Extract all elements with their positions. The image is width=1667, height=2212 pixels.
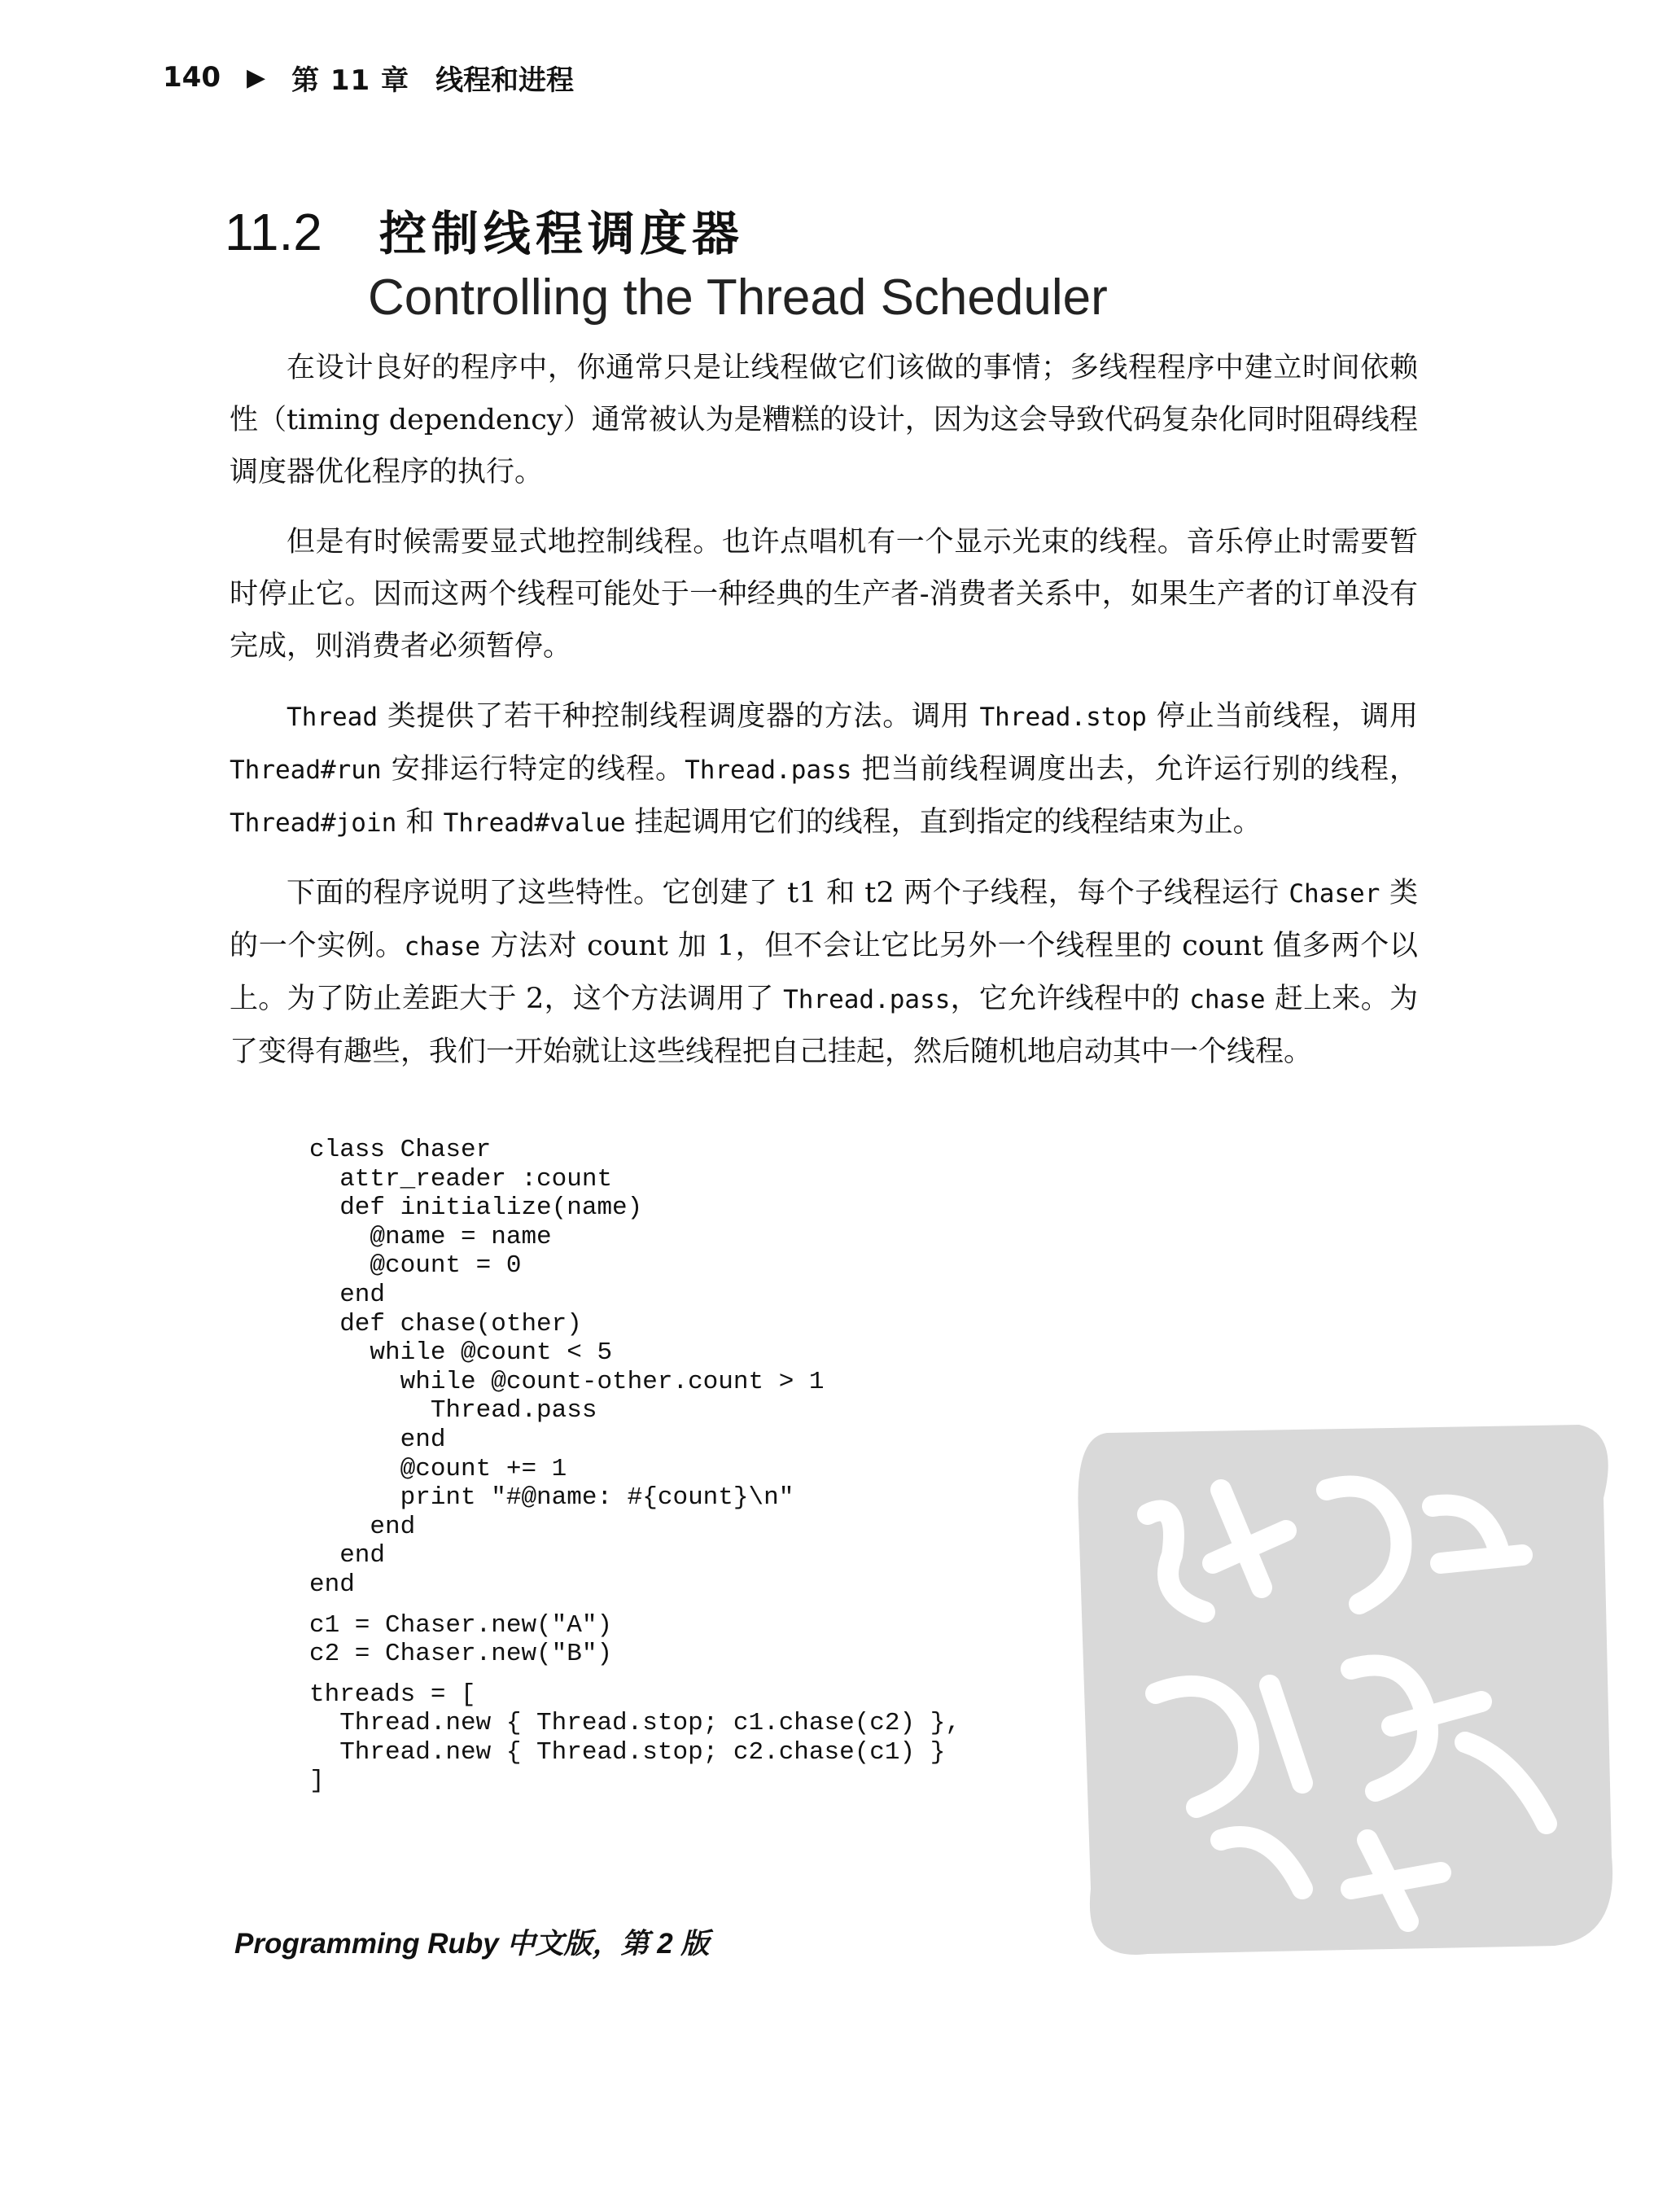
paragraph-text: 安排运行特定的线程。	[381, 753, 685, 786]
inline-code: Thread#join	[230, 808, 397, 838]
code-class-chaser: class Chaser attr_reader :count def initialize(name) @name = name @count = 0 end def chase(other) while @count < 5 while @count-other.count > 1 Thread.pass end @count += 1 print "#@name: #{count}\n" end end end	[309, 1136, 825, 1599]
paragraph-text: 把当前线程调度出去，允许运行别的线程，	[851, 753, 1418, 786]
paragraph-text: ，它允许线程中的	[950, 983, 1190, 1015]
paragraph-text: 赶上来。为了变得有趣些，我们一开始就让这些线程把自己挂起，然后随机地启动其中一个线程。	[230, 983, 1418, 1068]
section-title-chinese: 控制线程调度器	[378, 206, 744, 261]
inline-code: Thread.pass	[685, 756, 852, 785]
inline-code: chase	[404, 932, 480, 961]
paragraph-text: 和	[396, 806, 444, 839]
section-heading	[225, 195, 1108, 326]
paragraph-timing: 在设计良好的程序中，你通常只是让线程做它们该做的事情；多线程程序中建立时间依赖性（timing dependency）通常被认为是糟糕的设计，因为这会导致代码复杂化同时阻碍线程调度器优化程序的执行。	[230, 352, 1418, 488]
running-header	[163, 57, 574, 98]
page-number: 140	[163, 61, 221, 94]
inline-code: Thread.stop	[979, 703, 1147, 732]
inline-code: Thread	[287, 703, 378, 732]
inline-code: Thread.pass	[783, 985, 951, 1014]
code-threads-array: threads = [ Thread.new { Thread.stop; c1.chase(c2) }, Thread.new { Thread.stop; c2.chase(c1) } ]	[309, 1680, 960, 1796]
paragraph-chaser-example	[230, 867, 1418, 1078]
paragraph-text: 类提供了若干种控制线程调度器的方法。调用	[377, 700, 980, 733]
footer-book-title: Programming Ruby 中文版，第 2 版	[234, 1928, 710, 1960]
chapter-title: 线程和进程	[435, 64, 575, 97]
paragraph-jukebox: 但是有时候需要显式地控制线程。也许点唱机有一个显示光束的线程。音乐停止时需要暂时停止它。因而这两个线程可能处于一种经典的生产者-消费者关系中，如果生产者的订单没有完成，则消费者必须暂停。	[230, 526, 1418, 663]
body-text	[230, 342, 1418, 1096]
chapter-arrow-icon: ▶	[246, 63, 266, 92]
paragraph-text: 方法对 count 加 1，但不会让它比另外一个线程里的 count 值多两个以上。为了防止差距大于 2，这个方法调用了	[230, 930, 1418, 1015]
paragraph-text: 下面的程序说明了这些特性。它创建了 t1 和 t2 两个子线程，每个子线程运行	[287, 877, 1289, 909]
inline-code: Thread#value	[443, 808, 626, 838]
paragraph-text: 停止当前线程，调用	[1146, 700, 1418, 733]
inline-code: chase	[1189, 985, 1266, 1014]
section-title-english: Controlling the Thread Scheduler	[368, 269, 1108, 326]
section-number: 11.2	[225, 203, 322, 261]
paragraph-text: 类的一个实例。	[230, 877, 1418, 962]
inline-code: Chaser	[1289, 879, 1380, 909]
code-create-chasers: c1 = Chaser.new("A") c2 = Chaser.new("B")	[309, 1610, 613, 1669]
seal-stamp-icon	[1058, 1400, 1628, 1970]
chapter-number: 第 11 章	[291, 64, 410, 97]
inline-code: Thread#run	[230, 756, 382, 785]
paragraph-text: 挂起调用它们的线程，直到指定的线程结束为止。	[625, 806, 1262, 839]
paragraph-thread-methods	[230, 690, 1418, 849]
code-listing	[309, 1136, 960, 1796]
